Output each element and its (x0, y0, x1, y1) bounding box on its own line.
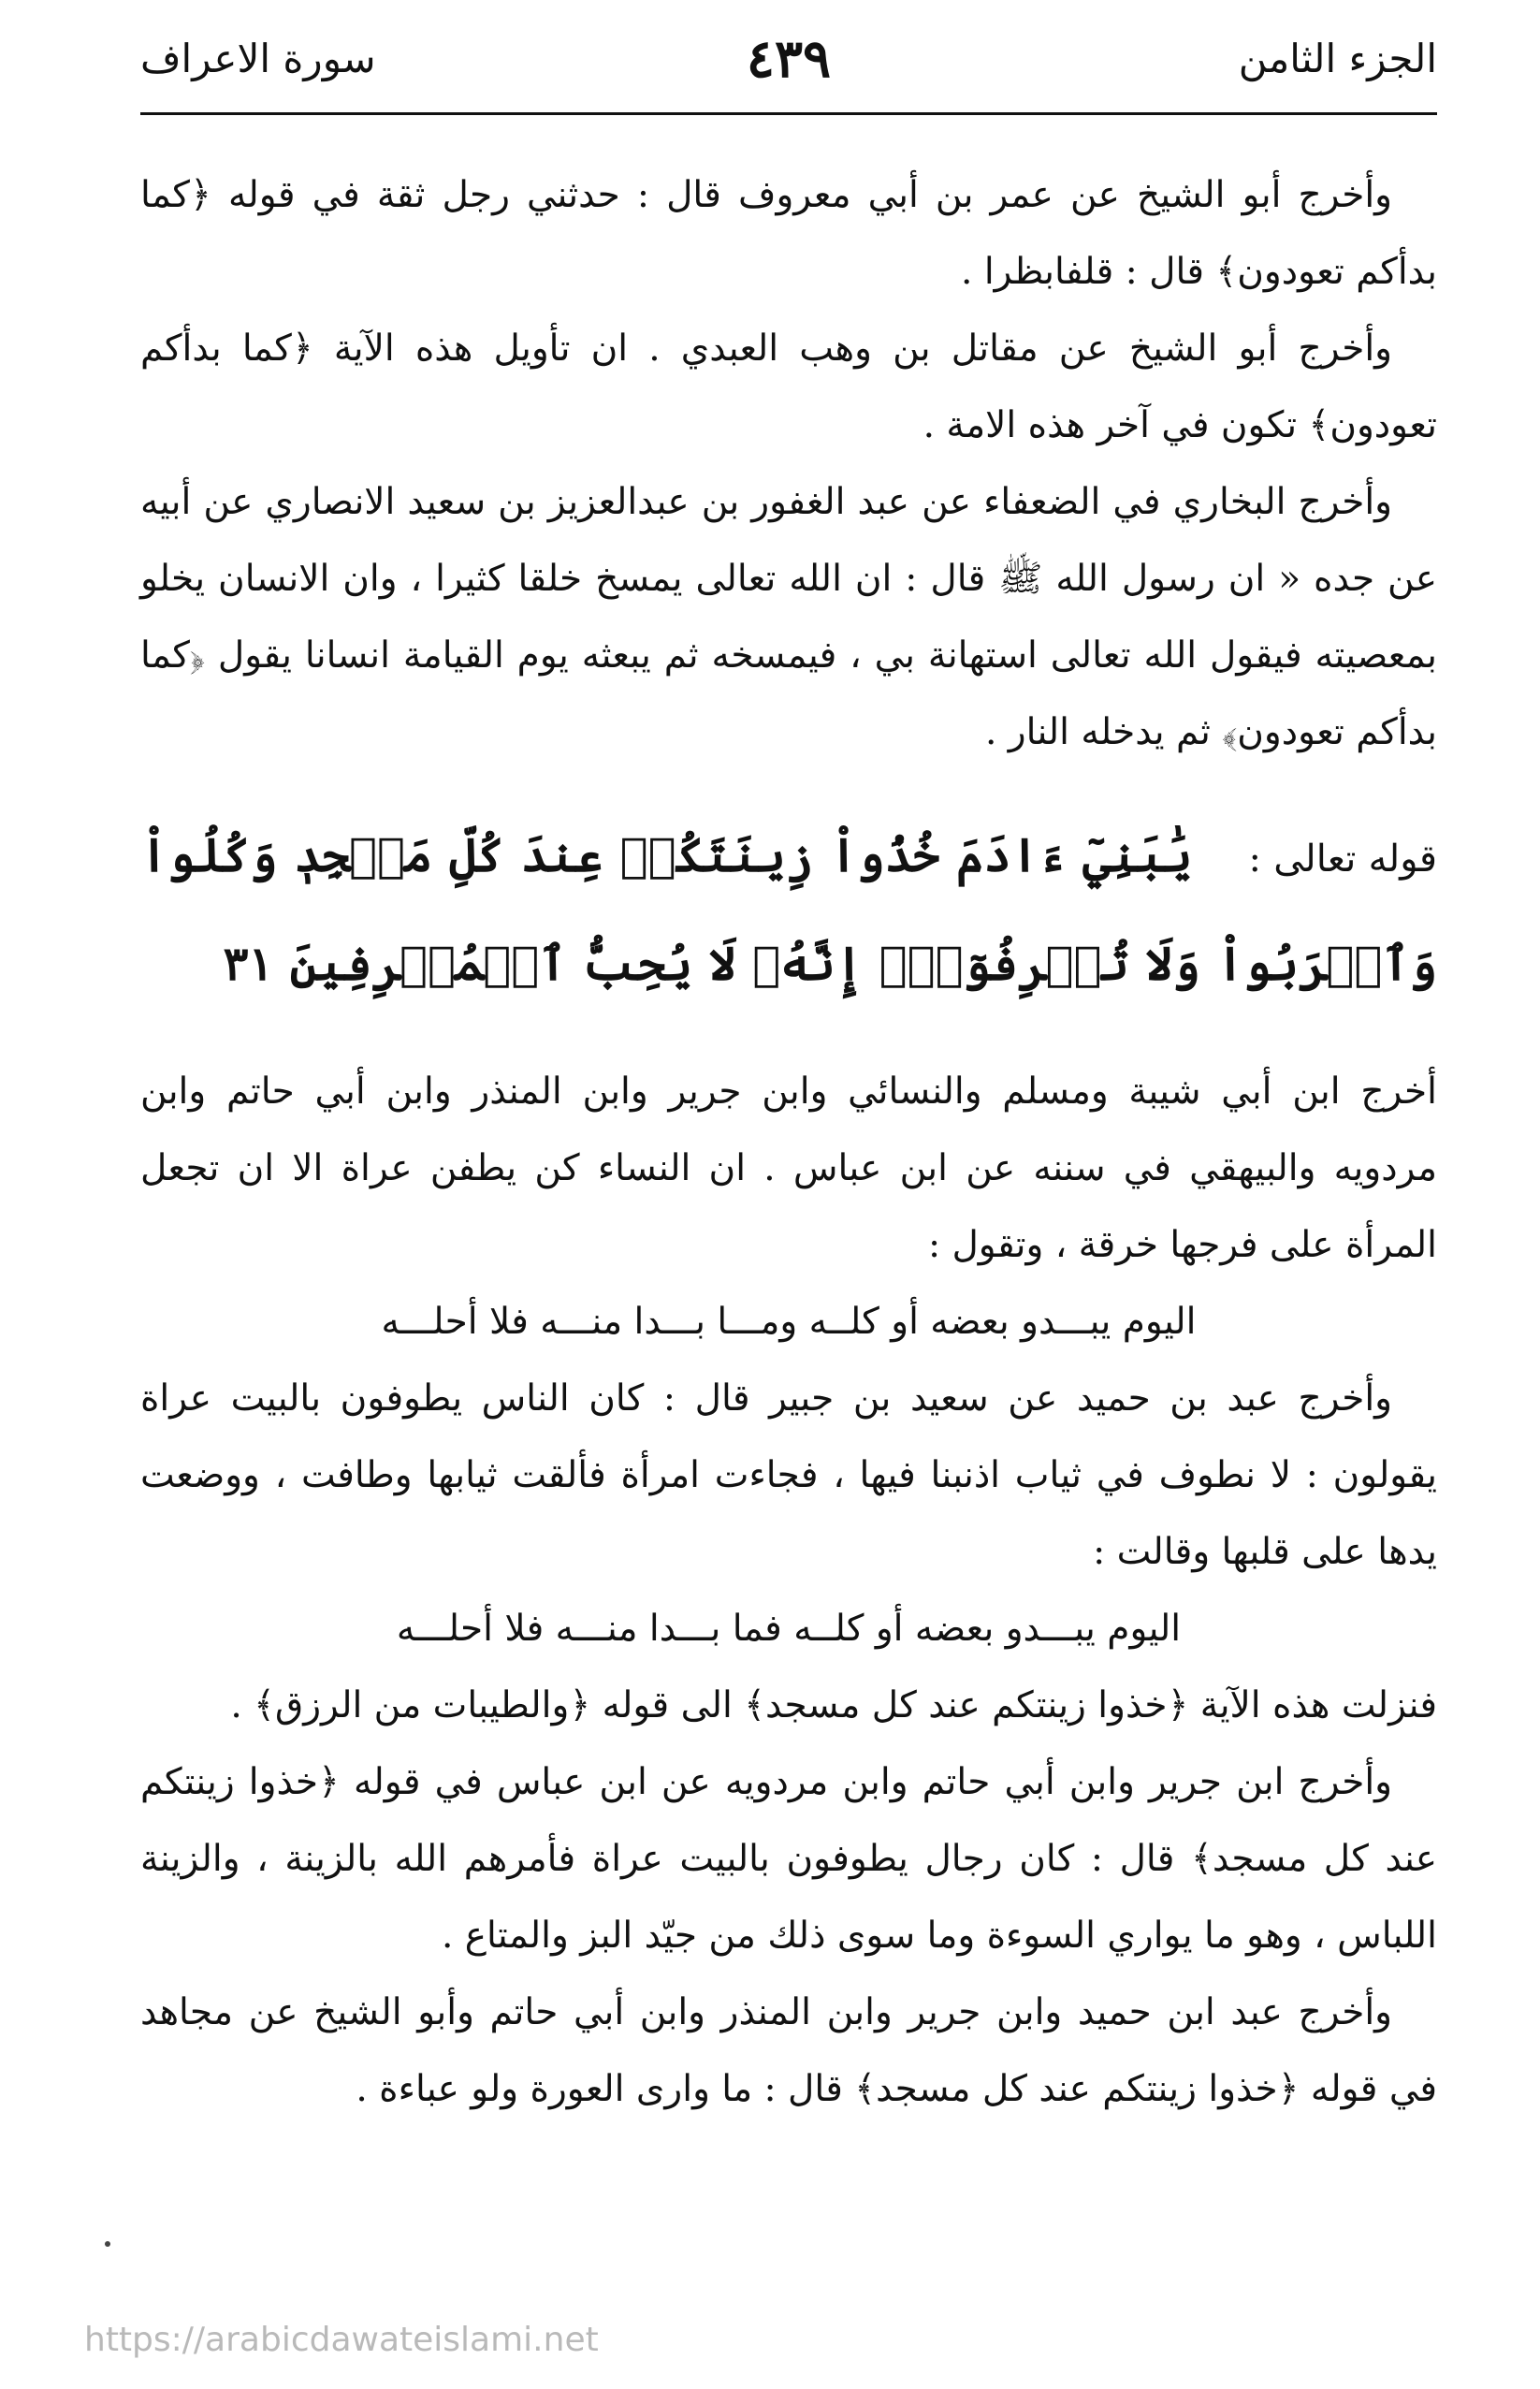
watermark: https://arabicdawateislami.net (84, 2321, 599, 2359)
paragraph: وأخرج عبد بن حميد عن سعيد بن جبير قال : كان الناس يطوفون بالبيت عراة يقولون : لا نطوف في ثياب اذنبنا فيها ، فجاءت امرأة فألقت ثيابها وطافت ، ووضعت يدها على قلبها وقالت : (140, 1377, 1437, 1573)
main-text (140, 157, 1437, 2128)
quran-verse-block (140, 803, 1437, 1016)
header-divider (140, 112, 1437, 115)
paragraph: وأخرج البخاري في الضعفاء عن عبد الغفور بن عبدالعزيز بن سعيد الانصاري عن أبيه عن جده « ان رسول الله ﷺ قال : ان الله تعالى يمسخ خلقا كثيرا ، وان الانسان يخلو بمعصيته فيقول الله تعالى استهانة بي ، فيمسخه ثم يبعثه يوم القيامة انسانا يقول ﴿كما بدأكم تعودون﴾ ثم يدخله النار . (140, 481, 1437, 753)
running-header (140, 28, 1437, 103)
paragraph: أخرج ابن أبي شيبة ومسلم والنسائي وابن جرير وابن المنذر وابن أبي حاتم وابن مردويه والبيهقي في سننه عن ابن عباس . ان النساء كن يطفن عراة الا ان تجعل المرأة على فرجها خرقة ، وتقول : (140, 1071, 1437, 1266)
poetry-verse: اليوم يبـــدو بعضه أو كلــه فما بـــدا منـــه فلا أحلـــه (396, 1608, 1182, 1650)
page-number: ٤٣٩ (746, 28, 832, 90)
paragraph: وأخرج ابن جرير وابن أبي حاتم وابن مردويه عن ابن عباس في قوله ﴿خذوا زينتكم عند كل مسجد﴾ قال : كان رجال يطوفون بالبيت عراة فأمرهم الله بالزينة ، والزينة اللباس ، وهو ما يواري السوءة وما سوى ذلك من جيّد البز والمتاع . (140, 1761, 1437, 1957)
commentary (140, 1054, 1437, 2128)
surah-label: سورة الاعراف (140, 36, 376, 81)
margin-mark (105, 2241, 110, 2247)
paragraph: فنزلت هذه الآية ﴿خذوا زينتكم عند كل مسجد﴾ الى قوله ﴿والطيبات من الرزق﴾ . (230, 1684, 1437, 1726)
part-label: الجزء الثامن (1238, 36, 1437, 81)
paragraph: وأخرج أبو الشيخ عن عمر بن أبي معروف قال : حدثني رجل ثقة في قوله ﴿كما بدأكم تعودون﴾ قال : قلفابظرا . (140, 174, 1437, 293)
poetry-verse: اليوم يبـــدو بعضه أو كلــه ومـــا بـــدا منـــه فلا أحلـــه (381, 1301, 1197, 1343)
quran-lead: قوله تعالى : (1248, 838, 1438, 881)
paragraph: وأخرج أبو الشيخ عن مقاتل بن وهب العبدي . ان تأويل هذه الآية ﴿كما بدأكم تعودون﴾ تكون في آخر هذه الامة . (140, 328, 1437, 446)
paragraph: وأخرج عبد ابن حميد وابن جرير وابن المنذر وابن أبي حاتم وأبو الشيخ عن مجاهد في قوله ﴿خذوا زينتكم عند كل مسجد﴾ قال : ما وارى العورة ولو عباءة . (140, 1991, 1437, 2110)
quran-text: يَٰبَنِيٓ ءَادَمَ خُذُواْ زِينَتَكُمۡ عِندَ كُلِّ مَسۡجِدٖ وَكُلُواْ وَٱشۡرَبُواْ وَلَا تُسۡرِفُوٓاْۚ إِنَّهُۥ لَا يُحِبُّ ٱلۡمُسۡرِفِينَ ٣١ (140, 827, 1437, 991)
